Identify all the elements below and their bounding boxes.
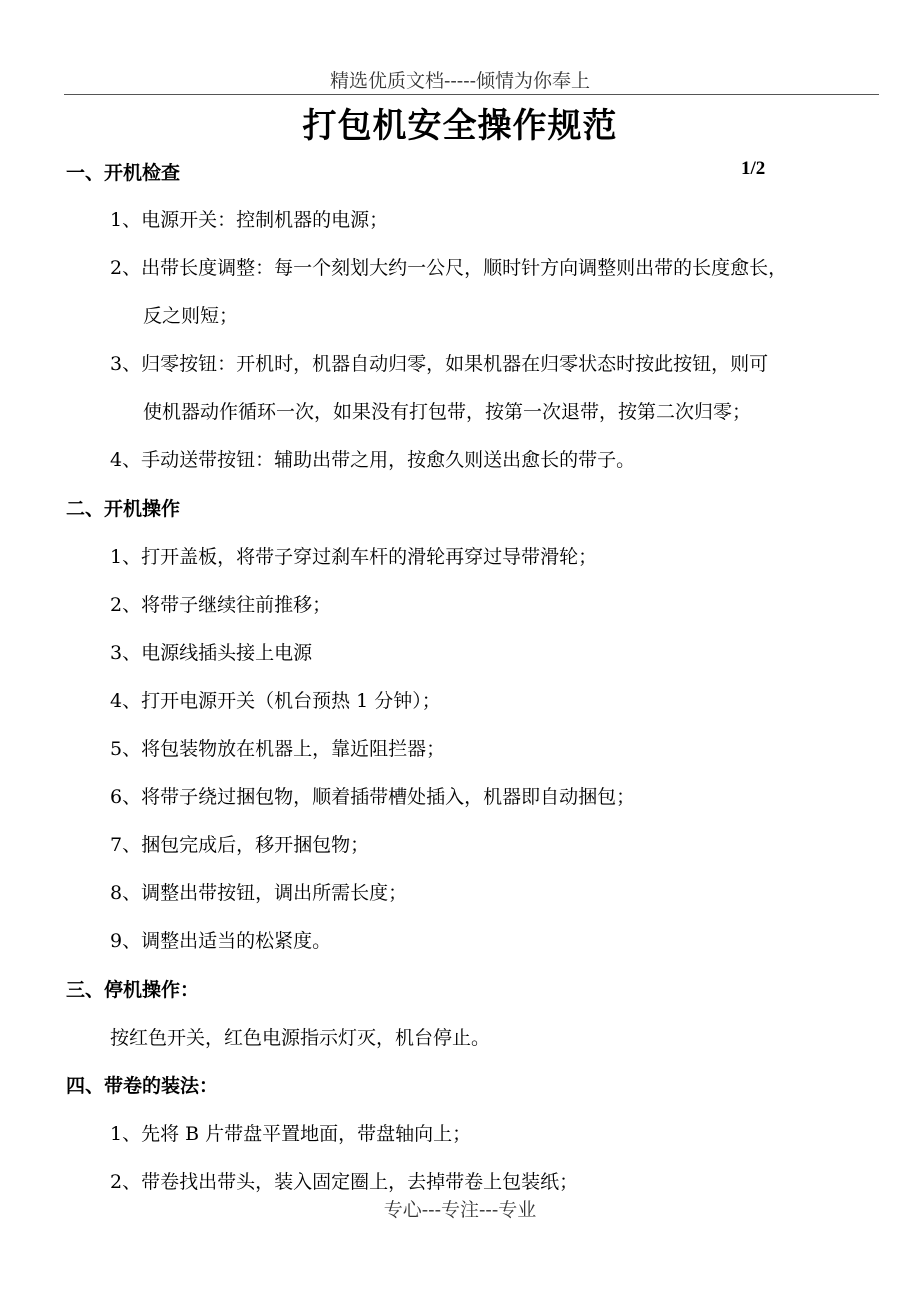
paragraph-line: 9、调整出适当的松紧度。 <box>110 930 332 952</box>
paragraph-line: 5、将包装物放在机器上，靠近阻拦器； <box>110 738 446 760</box>
paragraph-line: 2、带卷找出带头，装入固定圈上，去掉带卷上包装纸； <box>110 1171 579 1193</box>
paragraph-line: 使机器动作循环一次，如果没有打包带，按第一次退带，按第二次归零； <box>143 401 752 423</box>
paragraph-line: 1、先将 B 片带盘平置地面，带盘轴向上； <box>110 1123 472 1145</box>
paragraph-line: 1、电源开关：控制机器的电源； <box>110 209 389 231</box>
paragraph-line: 3、归零按钮：开机时，机器自动归零，如果机器在归零状态时按此按钮，则可 <box>110 353 769 375</box>
header-divider <box>64 94 879 95</box>
paragraph-line: 2、出带长度调整：每一个刻划大约一公尺，顺时针方向调整则出带的长度愈长， <box>110 257 788 279</box>
paragraph-line: 反之则短； <box>143 305 239 327</box>
paragraph-line: 8、调整出带按钮，调出所需长度； <box>110 882 408 904</box>
section-heading-shutdown-operation: 三、停机操作： <box>66 979 200 1001</box>
page-number: 1/2 <box>741 158 766 179</box>
document-title: 打包机安全操作规范 <box>302 106 618 146</box>
paragraph-line: 4、打开电源开关（机台预热 1 分钟）； <box>110 690 441 712</box>
paragraph-line: 3、电源线插头接上电源 <box>110 642 313 664</box>
paragraph-line: 2、将带子继续往前推移； <box>110 594 332 616</box>
section-heading-startup-operation: 二、开机操作 <box>66 498 181 520</box>
paragraph-line: 按红色开关，红色电源指示灯灭，机台停止。 <box>110 1027 491 1049</box>
section-heading-startup-check: 一、开机检查 <box>66 162 181 184</box>
paragraph-line: 1、打开盖板，将带子穿过刹车杆的滑轮再穿过导带滑轮； <box>110 546 598 568</box>
section-heading-reel-loading: 四、带卷的装法： <box>66 1075 219 1097</box>
page-header: 精选优质文档-----倾情为你奉上 <box>329 70 591 92</box>
page-footer: 专心---专注---专业 <box>383 1199 537 1221</box>
paragraph-line: 7、捆包完成后，移开捆包物； <box>110 834 370 856</box>
paragraph-line: 4、手动送带按钮：辅助出带之用，按愈久则送出愈长的带子。 <box>110 449 636 471</box>
paragraph-line: 6、将带子绕过捆包物，顺着插带槽处插入，机器即自动捆包； <box>110 786 636 808</box>
